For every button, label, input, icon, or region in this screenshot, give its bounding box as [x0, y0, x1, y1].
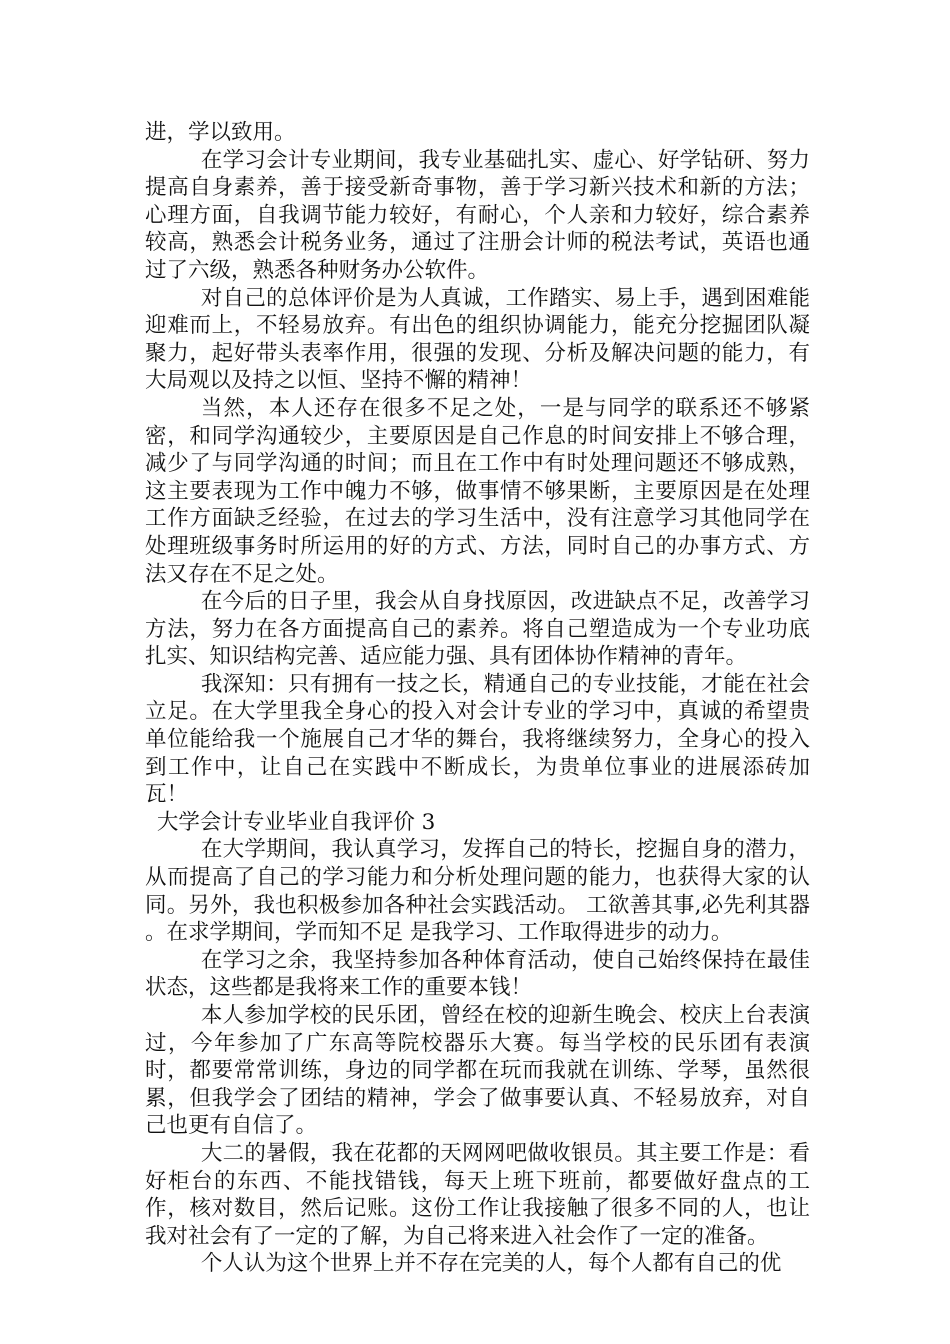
paragraph-summer-job: 大二的暑假，我在花都的天网网吧做收银员。其主要工作是：看好柜台的东西、不能找错钱，每天上班下班前，都要做好盘点的工作，核对数目，然后记账。这份工作让我接触了很多不同的人，也让我对社会有了一定的了解，为自己将来进入社会作了一定的准备。: [145, 1140, 810, 1249]
paragraph-shortcomings: 当然，本人还存在很多不足之处，一是与同学的联系还不够紧密，和同学沟通较少，主要原因是自己作息的时间安排上不够合理，减少了与同学沟通的时间；而且在工作中有时处理问题还不够成熟，这主要表现为工作中魄力不够，做事情不够果断，主要原因是在处理工作方面缺乏经验，在过去的学习生活中，没有注意学习其他同学在处理班级事务时所运用的好的方式、方法，同时自己的办事方式、方法又存在不足之处。: [145, 395, 810, 587]
paragraph-overall-evaluation: 对自己的总体评价是为人真诚，工作踏实、易上手，遇到困难能迎难而上，不轻易放弃。有出色的组织协调能力，能充分挖掘团队凝聚力，起好带头表率作用，很强的发现、分析及解决问题的能力，有大局观以及持之以恒、坚持不懈的精神！: [145, 285, 810, 394]
paragraph-self-view: 个人认为这个世界上并不存在完美的人，每个人都有自己的优: [200, 1251, 782, 1277]
section-heading: 大学会计专业毕业自我评价 3: [156, 809, 436, 835]
paragraph-professional-skills: 我深知：只有拥有一技之长，精通自己的专业技能，才能在社会立足。在大学里我全身心的投入对会计专业的学习中，真诚的希望贵单位能给我一个施展自己才华的舞台，我将继续努力，全身心的投入到工作中，让自己在实践中不断成长，为贵单位事业的进展添砖加瓦！: [145, 671, 810, 808]
document-body: [145, 119, 810, 1278]
paragraph-orchestra: 本人参加学校的民乐团，曾经在校的迎新生晚会、校庆上台表演过，今年参加了广东高等院校器乐大赛。每当学校的民乐团有表演时，都要常常训练，身边的同学都在玩而我就在训练、学琴，虽然很累，但我学会了团结的精神，学会了做事要认真、不轻易放弃，对自己也更有自信了。: [145, 1003, 810, 1139]
paragraph-sports: 在学习之余，我坚持参加各种体育活动，使自己始终保持在最佳状态，这些都是我将来工作的重要本钱！: [145, 947, 810, 1001]
paragraph-study-period: 在学习会计专业期间，我专业基础扎实、虚心、好学钻研、努力提高自身素养，善于接受新奇事物，善于学习新兴技术和新的方法；心理方面，自我调节能力较好，有耐心，个人亲和力较好，综合素养较高，熟悉会计税务业务，通过了注册会计师的税法考试，英语也通过了六级，熟悉各种财务办公软件。: [145, 147, 810, 283]
paragraph-continuation: 进，学以致用。: [145, 120, 296, 145]
paragraph-future-plans: 在今后的日子里，我会从自身找原因，改进缺点不足，改善学习方法，努力在各方面提高自己的素养。将自己塑造成为一个专业功底扎实、知识结构完善、适应能力强、具有团体协作精神的青年。: [145, 589, 810, 670]
paragraph-university-study: 在大学期间，我认真学习，发挥自己的特长，挖掘自身的潜力，从而提高了自己的学习能力和分析处理问题的能力，也获得大家的认同。另外，我也积极参加各种社会实践活动。 工欲善其事,必先利其器 。在求学期间，学而知不足 是我学习、工作取得进步的动力。: [145, 837, 810, 946]
